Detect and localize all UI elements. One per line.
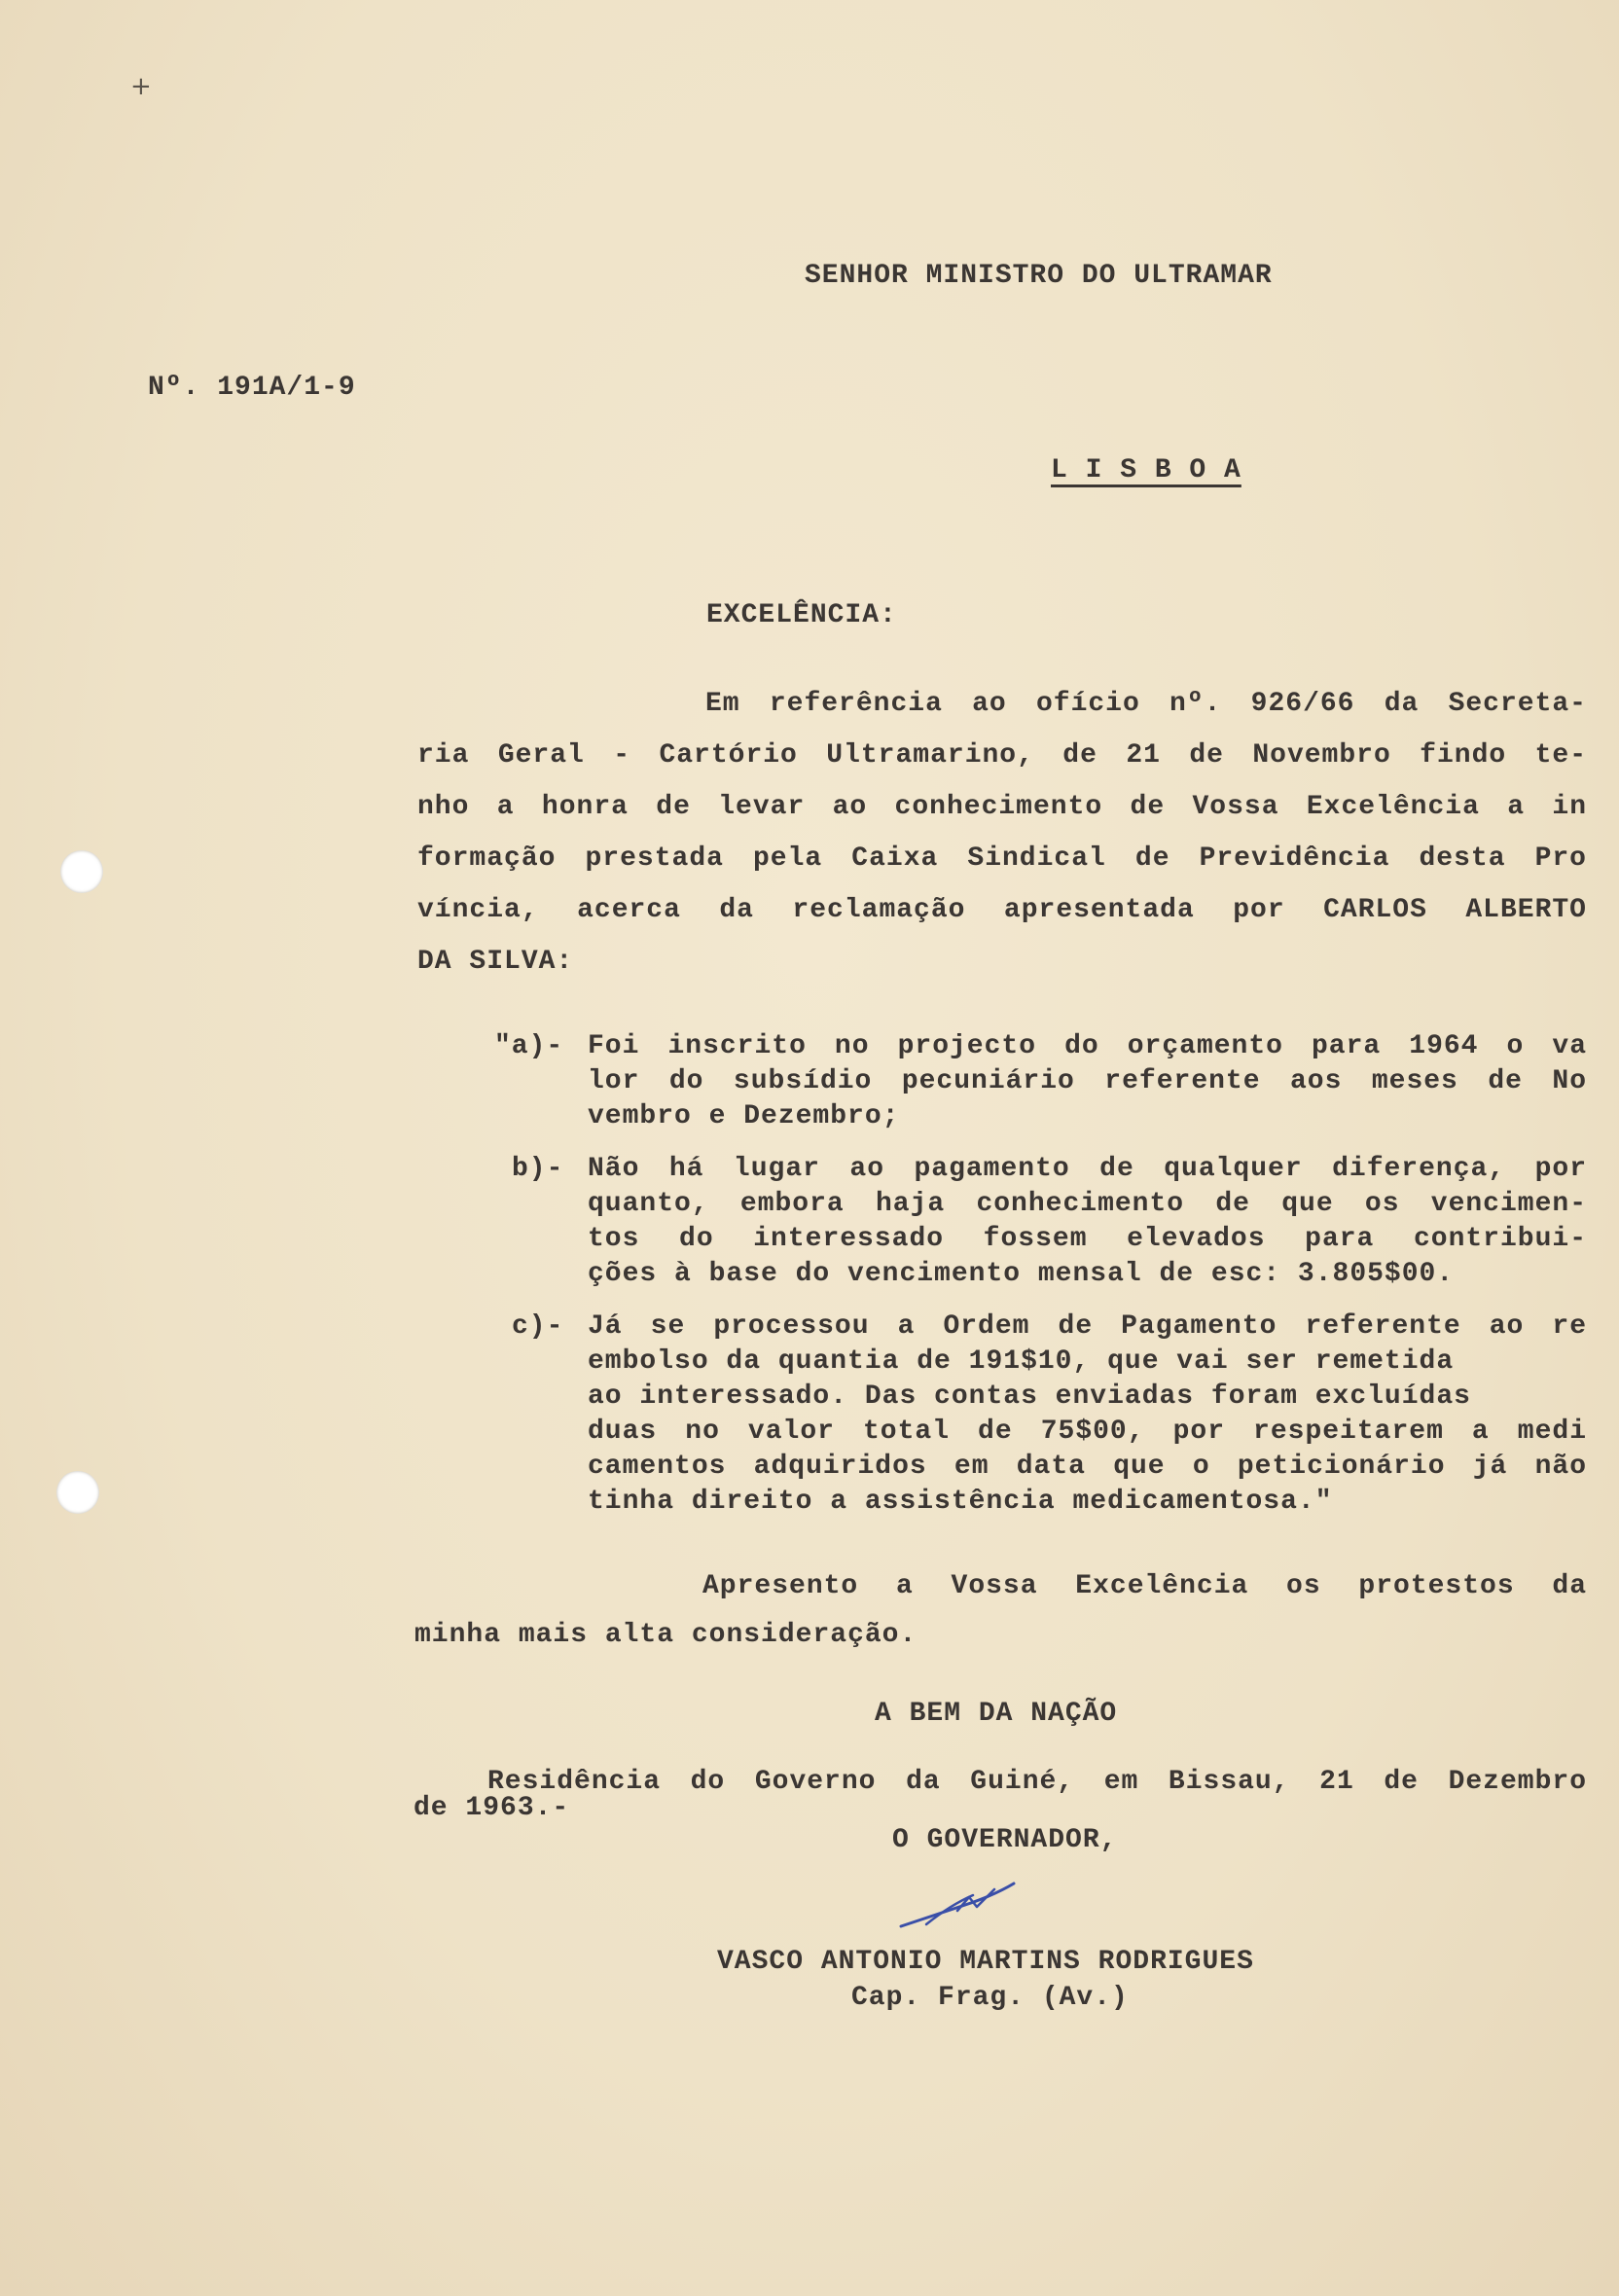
signatory-title: O GOVERNADOR,	[892, 1825, 1118, 1855]
item-line: tinha direito a assistência medicamentosa."	[588, 1487, 1333, 1517]
place-date-line: Residência do Governo da Guiné, em Bissau, 21 de Dezembro	[487, 1767, 1587, 1797]
item-line: ções à base do vencimento mensal de esc: 3.805$00.	[588, 1259, 1455, 1289]
closing-line: Apresento a Vossa Excelência os protestos da	[702, 1571, 1587, 1601]
item-label: b)-	[512, 1154, 564, 1184]
punch-hole-bottom	[56, 1471, 99, 1514]
item-line: Foi inscrito no projecto do orçamento para 1964 o va	[588, 1031, 1587, 1061]
reference-number: Nº. 191A/1-9	[148, 373, 356, 403]
item-line: ao interessado. Das contas enviadas foram excluídas	[588, 1381, 1471, 1412]
signature	[897, 1876, 1024, 1934]
item-line: Já se processou a Ordem de Pagamento referente ao re	[588, 1311, 1587, 1342]
margin-mark: +	[130, 72, 152, 101]
intro-line: DA SILVA:	[417, 947, 574, 977]
item-label: "a)-	[494, 1031, 564, 1061]
punch-hole-top	[60, 850, 103, 893]
addressee: SENHOR MINISTRO DO ULTRAMAR	[805, 261, 1273, 291]
intro-line: ria Geral - Cartório Ultramarino, de 21 de Novembro findo te-	[417, 740, 1587, 771]
place-date-line: de 1963.-	[414, 1793, 570, 1823]
item-line: camentos adquiridos em data que o peticionário já não	[588, 1452, 1587, 1482]
intro-line: víncia, acerca da reclamação apresentada por CARLOS ALBERTO	[417, 895, 1587, 925]
item-label: c)-	[512, 1311, 564, 1342]
intro-line: Em referência ao ofício nº. 926/66 da Secreta-	[705, 689, 1587, 719]
item-line: tos do interessado fossem elevados para contribui-	[588, 1224, 1587, 1254]
signatory-rank: Cap. Frag. (Av.)	[851, 1983, 1129, 2013]
item-line: lor do subsídio pecuniário referente aos meses de No	[588, 1066, 1587, 1096]
item-line: quanto, embora haja conhecimento de que os vencimen-	[588, 1189, 1587, 1219]
city: L I S B O A	[1051, 455, 1241, 485]
intro-line: nho a honra de levar ao conhecimento de Vossa Excelência a in	[417, 792, 1587, 822]
salutation: EXCELÊNCIA:	[706, 600, 897, 630]
signatory-name: VASCO ANTONIO MARTINS RODRIGUES	[717, 1947, 1254, 1977]
item-line: embolso da quantia de 191$10, que vai ser remetida	[588, 1346, 1455, 1377]
intro-line: formação prestada pela Caixa Sindical de Previdência desta Pro	[417, 843, 1587, 874]
closing-line: minha mais alta consideração.	[414, 1620, 917, 1650]
item-line: Não há lugar ao pagamento de qualquer diferença, por	[588, 1154, 1587, 1184]
item-line: duas no valor total de 75$00, por respeitarem a medi	[588, 1417, 1587, 1447]
motto: A BEM DA NAÇÃO	[875, 1699, 1118, 1729]
item-line: vembro e Dezembro;	[588, 1101, 900, 1131]
